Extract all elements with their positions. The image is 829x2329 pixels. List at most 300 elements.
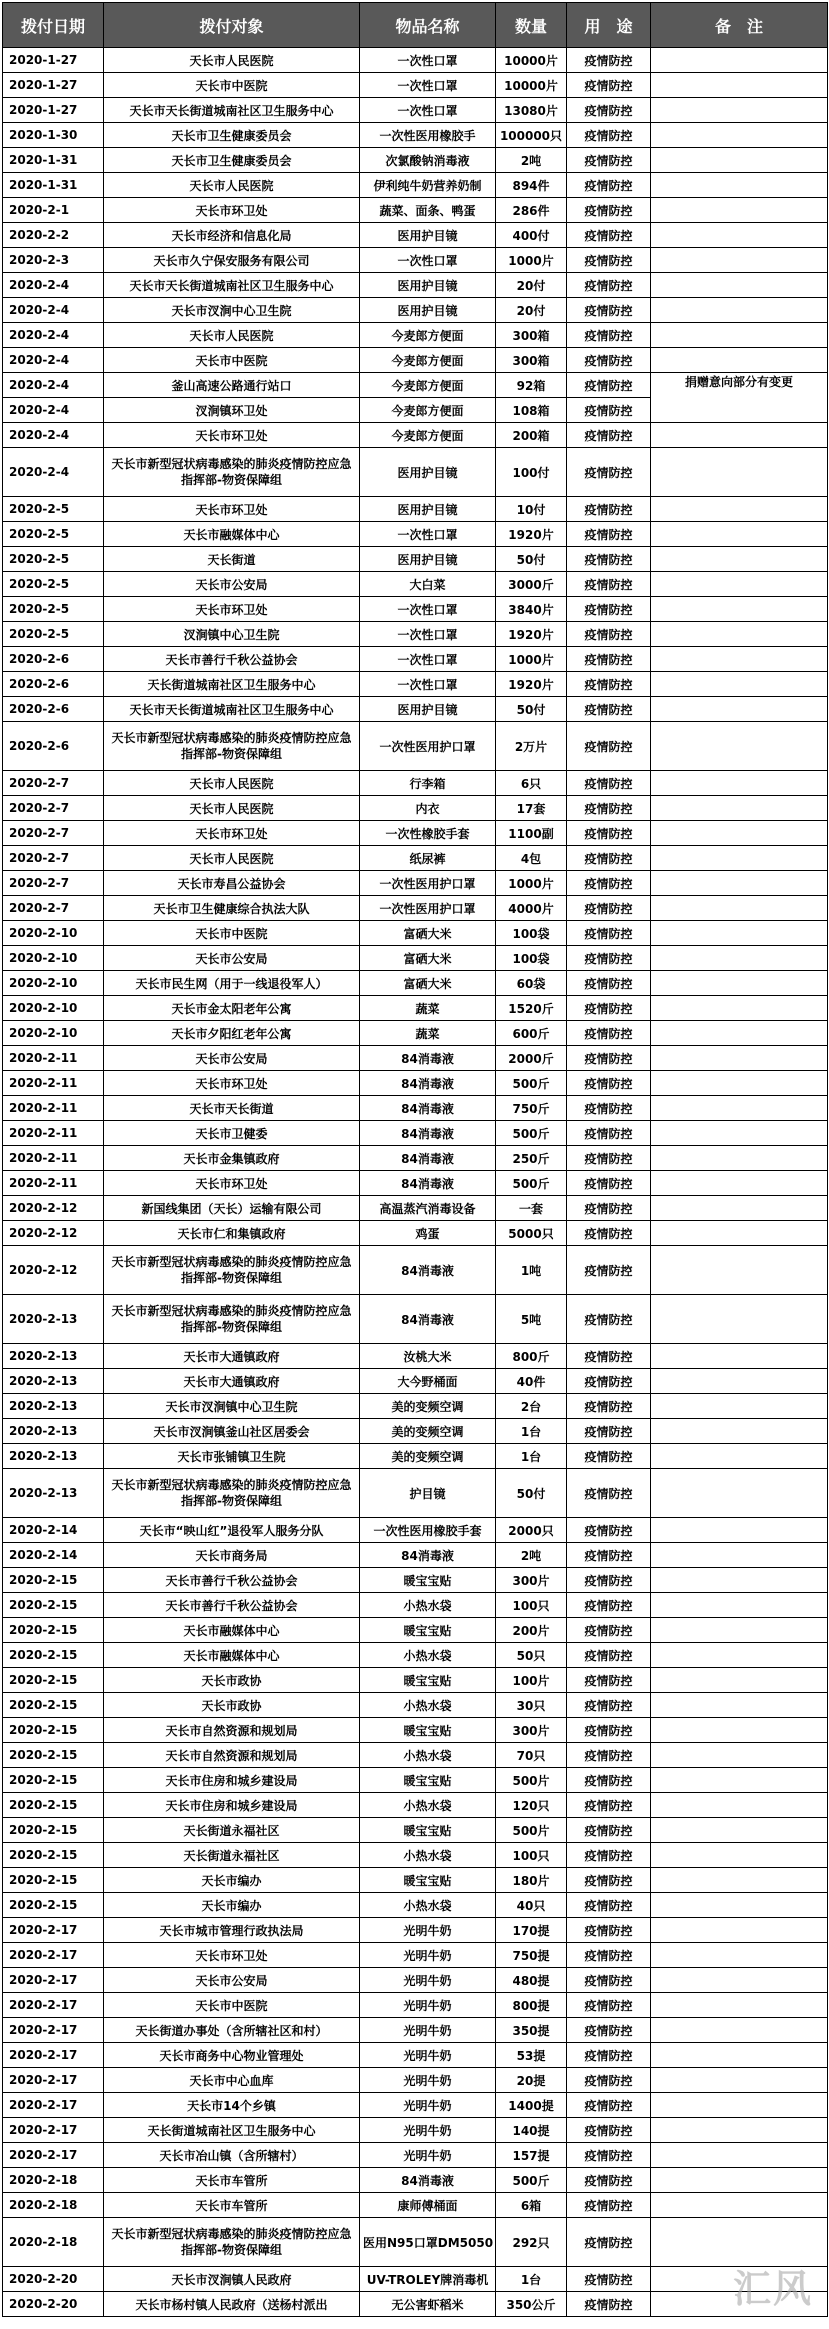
table-row: [3, 323, 828, 348]
cell-note: [651, 223, 828, 248]
cell-date: 2020-2-1: [3, 198, 104, 223]
cell-item: 光明牛奶: [360, 1993, 496, 2018]
cell-recipient: 天长市融媒体中心: [104, 1643, 360, 1668]
cell-purpose: 疫情防控: [567, 273, 651, 298]
cell-date: 2020-2-17: [3, 2018, 104, 2043]
cell-date: 2020-2-15: [3, 1843, 104, 1868]
table-row: [3, 1918, 828, 1943]
cell-item: 富硒大米: [360, 946, 496, 971]
cell-item: 暖宝宝贴: [360, 1718, 496, 1743]
cell-recipient: 天长市卫生健康委员会: [104, 148, 360, 173]
cell-qty: 2吨: [496, 1543, 567, 1568]
cell-purpose: 疫情防控: [567, 1046, 651, 1071]
cell-date: 2020-2-11: [3, 1146, 104, 1171]
cell-purpose: 疫情防控: [567, 996, 651, 1021]
cell-purpose: 疫情防控: [567, 497, 651, 522]
cell-recipient: 天长市善行千秋公益协会: [104, 1568, 360, 1593]
cell-note: [651, 1668, 828, 1693]
cell-qty: 1000片: [496, 871, 567, 896]
cell-note: [651, 1369, 828, 1394]
cell-purpose: 疫情防控: [567, 1246, 651, 1295]
cell-date: 2020-2-10: [3, 996, 104, 1021]
cell-recipient: 天长市公安局: [104, 946, 360, 971]
cell-qty: 一套: [496, 1196, 567, 1221]
table-row: [3, 1021, 828, 1046]
cell-purpose: 疫情防控: [567, 1693, 651, 1718]
cell-qty: 3840片: [496, 597, 567, 622]
table-row: [3, 1246, 828, 1295]
cell-note: [651, 1718, 828, 1743]
cell-recipient: 天长市仁和集镇政府: [104, 1221, 360, 1246]
table-row: [3, 73, 828, 98]
cell-date: 2020-2-10: [3, 946, 104, 971]
cell-item: 行李箱: [360, 771, 496, 796]
cell-purpose: 疫情防控: [567, 2043, 651, 2068]
cell-purpose: 疫情防控: [567, 971, 651, 996]
cell-date: 2020-2-15: [3, 1593, 104, 1618]
cell-qty: 20付: [496, 298, 567, 323]
cell-item: 84消毒液: [360, 1543, 496, 1568]
cell-date: 2020-1-30: [3, 123, 104, 148]
cell-purpose: 疫情防控: [567, 1419, 651, 1444]
cell-date: 2020-2-17: [3, 2043, 104, 2068]
cell-date: 2020-2-14: [3, 1518, 104, 1543]
cell-note: [651, 971, 828, 996]
cell-recipient: 天长街道: [104, 547, 360, 572]
cell-qty: 1000片: [496, 647, 567, 672]
cell-purpose: 疫情防控: [567, 821, 651, 846]
cell-item: 84消毒液: [360, 1295, 496, 1344]
cell-item: 无公害虾稻米: [360, 2292, 496, 2317]
cell-recipient: 天长市环卫处: [104, 423, 360, 448]
cell-date: 2020-2-10: [3, 971, 104, 996]
cell-qty: 500斤: [496, 1071, 567, 1096]
cell-recipient: 天长市公安局: [104, 1968, 360, 1993]
table-row: [3, 1196, 828, 1221]
cell-item: 一次性口罩: [360, 48, 496, 73]
table-row: [3, 796, 828, 821]
cell-qty: 1520斤: [496, 996, 567, 1021]
cell-purpose: 疫情防控: [567, 1071, 651, 1096]
cell-qty: 53提: [496, 2043, 567, 2068]
cell-qty: 1台: [496, 2267, 567, 2292]
cell-date: 2020-2-11: [3, 1171, 104, 1196]
cell-note: [651, 248, 828, 273]
cell-recipient: 新国线集团（天长）运输有限公司: [104, 1196, 360, 1221]
cell-purpose: 疫情防控: [567, 2218, 651, 2267]
table-row: [3, 1221, 828, 1246]
cell-qty: 100只: [496, 1593, 567, 1618]
table-row: [3, 1121, 828, 1146]
donation-table: [2, 2, 828, 2317]
cell-date: 2020-2-6: [3, 722, 104, 771]
cell-note: [651, 821, 828, 846]
watermark-logo: 汇风: [732, 2267, 813, 2311]
cell-recipient: 天长市民生网（用于一线退役军人）: [104, 971, 360, 996]
cell-date: 2020-2-12: [3, 1246, 104, 1295]
cell-note: [651, 622, 828, 647]
cell-recipient: 天长市大通镇政府: [104, 1344, 360, 1369]
cell-note: [651, 2143, 828, 2168]
cell-note: [651, 1246, 828, 1295]
cell-item: 一次性口罩: [360, 248, 496, 273]
cell-purpose: 疫情防控: [567, 1394, 651, 1419]
cell-item: 医用护目镜: [360, 273, 496, 298]
cell-date: 2020-2-4: [3, 323, 104, 348]
cell-qty: 200片: [496, 1618, 567, 1643]
cell-qty: 108箱: [496, 398, 567, 423]
table-row: [3, 423, 828, 448]
cell-purpose: 疫情防控: [567, 1196, 651, 1221]
table-row: [3, 48, 828, 73]
cell-item: 一次性口罩: [360, 622, 496, 647]
table-row: [3, 1046, 828, 1071]
cell-purpose: 疫情防控: [567, 2068, 651, 2093]
cell-item: 光明牛奶: [360, 2143, 496, 2168]
cell-date: 2020-2-15: [3, 1768, 104, 1793]
cell-qty: 50付: [496, 1469, 567, 1518]
cell-recipient: 天长市金集镇政府: [104, 1146, 360, 1171]
cell-note: [651, 148, 828, 173]
cell-date: 2020-2-13: [3, 1369, 104, 1394]
cell-purpose: 疫情防控: [567, 1021, 651, 1046]
cell-qty: 200箱: [496, 423, 567, 448]
cell-recipient: 天长市环卫处: [104, 821, 360, 846]
table-row: [3, 2093, 828, 2118]
cell-note: [651, 1743, 828, 1768]
table-row: [3, 2218, 828, 2267]
cell-qty: 750斤: [496, 1096, 567, 1121]
cell-qty: 6只: [496, 771, 567, 796]
header-item: 物品名称: [360, 3, 496, 48]
cell-qty: 1920片: [496, 622, 567, 647]
cell-note: [651, 273, 828, 298]
cell-item: 今麦郎方便面: [360, 373, 496, 398]
cell-note: [651, 1171, 828, 1196]
cell-item: 纸尿裤: [360, 846, 496, 871]
cell-item: 小热水袋: [360, 1793, 496, 1818]
cell-purpose: 疫情防控: [567, 373, 651, 398]
table-row: [3, 98, 828, 123]
cell-item: 医用护目镜: [360, 497, 496, 522]
cell-item: 一次性口罩: [360, 597, 496, 622]
table-row: [3, 1444, 828, 1469]
table-row: [3, 273, 828, 298]
cell-item: 一次性口罩: [360, 672, 496, 697]
table-row: [3, 1643, 828, 1668]
cell-item: 光明牛奶: [360, 2018, 496, 2043]
cell-item: 84消毒液: [360, 1071, 496, 1096]
cell-note: [651, 1593, 828, 1618]
cell-item: 护目镜: [360, 1469, 496, 1518]
cell-date: 2020-2-5: [3, 622, 104, 647]
cell-note: [651, 1893, 828, 1918]
cell-qty: 50只: [496, 1643, 567, 1668]
cell-note: [651, 996, 828, 1021]
table-row: [3, 1843, 828, 1868]
cell-purpose: 疫情防控: [567, 1518, 651, 1543]
table-row: [3, 1469, 828, 1518]
cell-recipient: 天长市天长街道城南社区卫生服务中心: [104, 273, 360, 298]
cell-qty: 500斤: [496, 1121, 567, 1146]
cell-item: 一次性口罩: [360, 647, 496, 672]
cell-purpose: 疫情防控: [567, 622, 651, 647]
cell-purpose: 疫情防控: [567, 547, 651, 572]
cell-qty: 1000片: [496, 248, 567, 273]
cell-recipient: 天长市城市管理行政执法局: [104, 1918, 360, 1943]
cell-note: [651, 1768, 828, 1793]
cell-date: 2020-2-14: [3, 1543, 104, 1568]
table-row: [3, 2068, 828, 2093]
cell-date: 2020-1-31: [3, 173, 104, 198]
cell-note: [651, 1818, 828, 1843]
cell-purpose: 疫情防控: [567, 1369, 651, 1394]
cell-date: 2020-2-4: [3, 423, 104, 448]
cell-note: [651, 123, 828, 148]
cell-date: 2020-2-13: [3, 1344, 104, 1369]
cell-item: 汝桃大米: [360, 1344, 496, 1369]
cell-note: [651, 1295, 828, 1344]
cell-note: [651, 1918, 828, 1943]
cell-note: [651, 672, 828, 697]
cell-date: 2020-2-15: [3, 1893, 104, 1918]
cell-note: [651, 921, 828, 946]
table-body: [3, 48, 828, 2317]
cell-purpose: 疫情防控: [567, 1121, 651, 1146]
cell-date: 2020-2-7: [3, 771, 104, 796]
cell-purpose: 疫情防控: [567, 1543, 651, 1568]
cell-note: [651, 1046, 828, 1071]
cell-recipient: 天长街道永福社区: [104, 1818, 360, 1843]
cell-item: 今麦郎方便面: [360, 423, 496, 448]
cell-item: 84消毒液: [360, 1146, 496, 1171]
cell-recipient: 釜山高速公路通行站口: [104, 373, 360, 398]
cell-qty: 350公斤: [496, 2292, 567, 2317]
cell-recipient: 天长市政协: [104, 1668, 360, 1693]
cell-recipient: 天长市夕阳红老年公寓: [104, 1021, 360, 1046]
table-row: [3, 647, 828, 672]
cell-recipient: 天长市新型冠状病毒感染的肺炎疫情防控应急指挥部-物资保障组: [104, 448, 360, 497]
cell-purpose: 疫情防控: [567, 1469, 651, 1518]
cell-purpose: 疫情防控: [567, 1818, 651, 1843]
cell-qty: 894件: [496, 173, 567, 198]
cell-purpose: 疫情防控: [567, 148, 651, 173]
cell-note: [651, 1643, 828, 1668]
cell-note: [651, 846, 828, 871]
cell-purpose: 疫情防控: [567, 398, 651, 423]
cell-item: 一次性医用橡胶手套: [360, 1518, 496, 1543]
table-row: [3, 846, 828, 871]
cell-date: 2020-2-17: [3, 2143, 104, 2168]
cell-note: [651, 771, 828, 796]
header-date: 拨付日期: [3, 3, 104, 48]
cell-note: [651, 1993, 828, 2018]
cell-recipient: 天长市冶山镇（含所辖村）: [104, 2143, 360, 2168]
cell-purpose: 疫情防控: [567, 597, 651, 622]
cell-note: [651, 1793, 828, 1818]
cell-qty: 30只: [496, 1693, 567, 1718]
cell-date: 2020-2-18: [3, 2218, 104, 2267]
cell-item: 美的变频空调: [360, 1394, 496, 1419]
table-row: [3, 148, 828, 173]
table-row: [3, 896, 828, 921]
cell-date: 2020-2-17: [3, 1968, 104, 1993]
cell-note: [651, 1968, 828, 1993]
cell-recipient: 天长市住房和城乡建设局: [104, 1793, 360, 1818]
cell-qty: 1台: [496, 1444, 567, 1469]
table-row: [3, 871, 828, 896]
cell-qty: 2台: [496, 1394, 567, 1419]
cell-purpose: 疫情防控: [567, 796, 651, 821]
cell-qty: 92箱: [496, 373, 567, 398]
table-row: [3, 2267, 828, 2292]
cell-recipient: 天长市融媒体中心: [104, 1618, 360, 1643]
cell-qty: 300箱: [496, 323, 567, 348]
cell-recipient: 天长市中心血库: [104, 2068, 360, 2093]
cell-date: 2020-2-15: [3, 1818, 104, 1843]
cell-recipient: 天长市卫生健康委员会: [104, 123, 360, 148]
cell-purpose: 疫情防控: [567, 2143, 651, 2168]
cell-purpose: 疫情防控: [567, 2267, 651, 2292]
cell-date: 2020-2-7: [3, 796, 104, 821]
cell-item: 鸡蛋: [360, 1221, 496, 1246]
cell-note: 捐赠意向部分有变更: [651, 373, 828, 423]
cell-note: [651, 448, 828, 497]
cell-qty: 500斤: [496, 2168, 567, 2193]
cell-note: [651, 1518, 828, 1543]
cell-item: 大今野桶面: [360, 1369, 496, 1394]
cell-item: 暖宝宝贴: [360, 1668, 496, 1693]
cell-qty: 13080片: [496, 98, 567, 123]
header-purpose: 用 途: [567, 3, 651, 48]
cell-recipient: 汊涧镇中心卫生院: [104, 622, 360, 647]
cell-date: 2020-2-2: [3, 223, 104, 248]
cell-date: 2020-2-10: [3, 921, 104, 946]
cell-item: 暖宝宝贴: [360, 1818, 496, 1843]
cell-item: 84消毒液: [360, 1121, 496, 1146]
cell-purpose: 疫情防控: [567, 223, 651, 248]
cell-purpose: 疫情防控: [567, 697, 651, 722]
cell-qty: 50付: [496, 697, 567, 722]
cell-note: [651, 1344, 828, 1369]
table-row: [3, 1768, 828, 1793]
table-row: [3, 223, 828, 248]
cell-recipient: 天长市人民医院: [104, 173, 360, 198]
cell-qty: 100000只: [496, 123, 567, 148]
cell-qty: 2吨: [496, 148, 567, 173]
cell-note: [651, 2043, 828, 2068]
cell-item: 84消毒液: [360, 1046, 496, 1071]
cell-recipient: 天长市政协: [104, 1693, 360, 1718]
cell-note: [651, 896, 828, 921]
cell-recipient: 天长市环卫处: [104, 497, 360, 522]
table-row: [3, 1568, 828, 1593]
cell-purpose: 疫情防控: [567, 722, 651, 771]
cell-qty: 20付: [496, 273, 567, 298]
cell-item: 美的变频空调: [360, 1444, 496, 1469]
cell-qty: 40只: [496, 1893, 567, 1918]
cell-note: [651, 1096, 828, 1121]
table-row: [3, 1618, 828, 1643]
cell-purpose: 疫情防控: [567, 1643, 651, 1668]
cell-item: 一次性医用橡胶手: [360, 123, 496, 148]
cell-note: [651, 1469, 828, 1518]
cell-date: 2020-2-20: [3, 2267, 104, 2292]
table-row: [3, 1171, 828, 1196]
cell-note: [651, 73, 828, 98]
cell-note: [651, 547, 828, 572]
cell-date: 2020-2-15: [3, 1868, 104, 1893]
cell-date: 2020-2-11: [3, 1071, 104, 1096]
cell-recipient: 天长市环卫处: [104, 1943, 360, 1968]
cell-date: 2020-2-13: [3, 1295, 104, 1344]
cell-item: 小热水袋: [360, 1593, 496, 1618]
cell-note: [651, 597, 828, 622]
table-row: [3, 971, 828, 996]
cell-recipient: 天长市中医院: [104, 73, 360, 98]
cell-recipient: 天长市金太阳老年公寓: [104, 996, 360, 1021]
cell-date: 2020-2-5: [3, 597, 104, 622]
table-header-row: [3, 3, 828, 48]
cell-recipient: 天长市汊涧镇中心卫生院: [104, 1394, 360, 1419]
cell-purpose: 疫情防控: [567, 2168, 651, 2193]
cell-item: 大白菜: [360, 572, 496, 597]
cell-qty: 10000片: [496, 73, 567, 98]
table-row: [3, 771, 828, 796]
table-row: [3, 921, 828, 946]
cell-date: 2020-2-7: [3, 846, 104, 871]
cell-date: 2020-2-4: [3, 398, 104, 423]
table-row: [3, 2143, 828, 2168]
cell-date: 2020-2-17: [3, 2093, 104, 2118]
cell-purpose: 疫情防控: [567, 921, 651, 946]
cell-qty: 286件: [496, 198, 567, 223]
cell-item: 光明牛奶: [360, 1918, 496, 1943]
table-row: [3, 173, 828, 198]
cell-purpose: 疫情防控: [567, 2093, 651, 2118]
cell-item: 次氯酸钠消毒液: [360, 148, 496, 173]
table-row: [3, 572, 828, 597]
cell-note: [651, 946, 828, 971]
cell-recipient: 天长市公安局: [104, 1046, 360, 1071]
cell-recipient: 天长市天长街道城南社区卫生服务中心: [104, 98, 360, 123]
cell-item: 康师傅桶面: [360, 2193, 496, 2218]
cell-date: 2020-2-12: [3, 1221, 104, 1246]
cell-qty: 17套: [496, 796, 567, 821]
cell-date: 2020-2-4: [3, 273, 104, 298]
cell-recipient: 天长市卫健委: [104, 1121, 360, 1146]
cell-note: [651, 1693, 828, 1718]
cell-date: 2020-2-18: [3, 2168, 104, 2193]
cell-qty: 1400提: [496, 2093, 567, 2118]
table-row: [3, 2193, 828, 2218]
cell-date: 2020-2-15: [3, 1743, 104, 1768]
table-row: [3, 547, 828, 572]
table-row: [3, 697, 828, 722]
table-row: [3, 672, 828, 697]
cell-item: 医用护目镜: [360, 448, 496, 497]
cell-date: 2020-2-11: [3, 1096, 104, 1121]
cell-note: [651, 697, 828, 722]
table-row: [3, 996, 828, 1021]
cell-date: 2020-2-10: [3, 1021, 104, 1046]
cell-note: [651, 2118, 828, 2143]
cell-purpose: 疫情防控: [567, 1768, 651, 1793]
cell-purpose: 疫情防控: [567, 1743, 651, 1768]
cell-note: [651, 1394, 828, 1419]
table-row: [3, 622, 828, 647]
cell-recipient: 天长市人民医院: [104, 771, 360, 796]
